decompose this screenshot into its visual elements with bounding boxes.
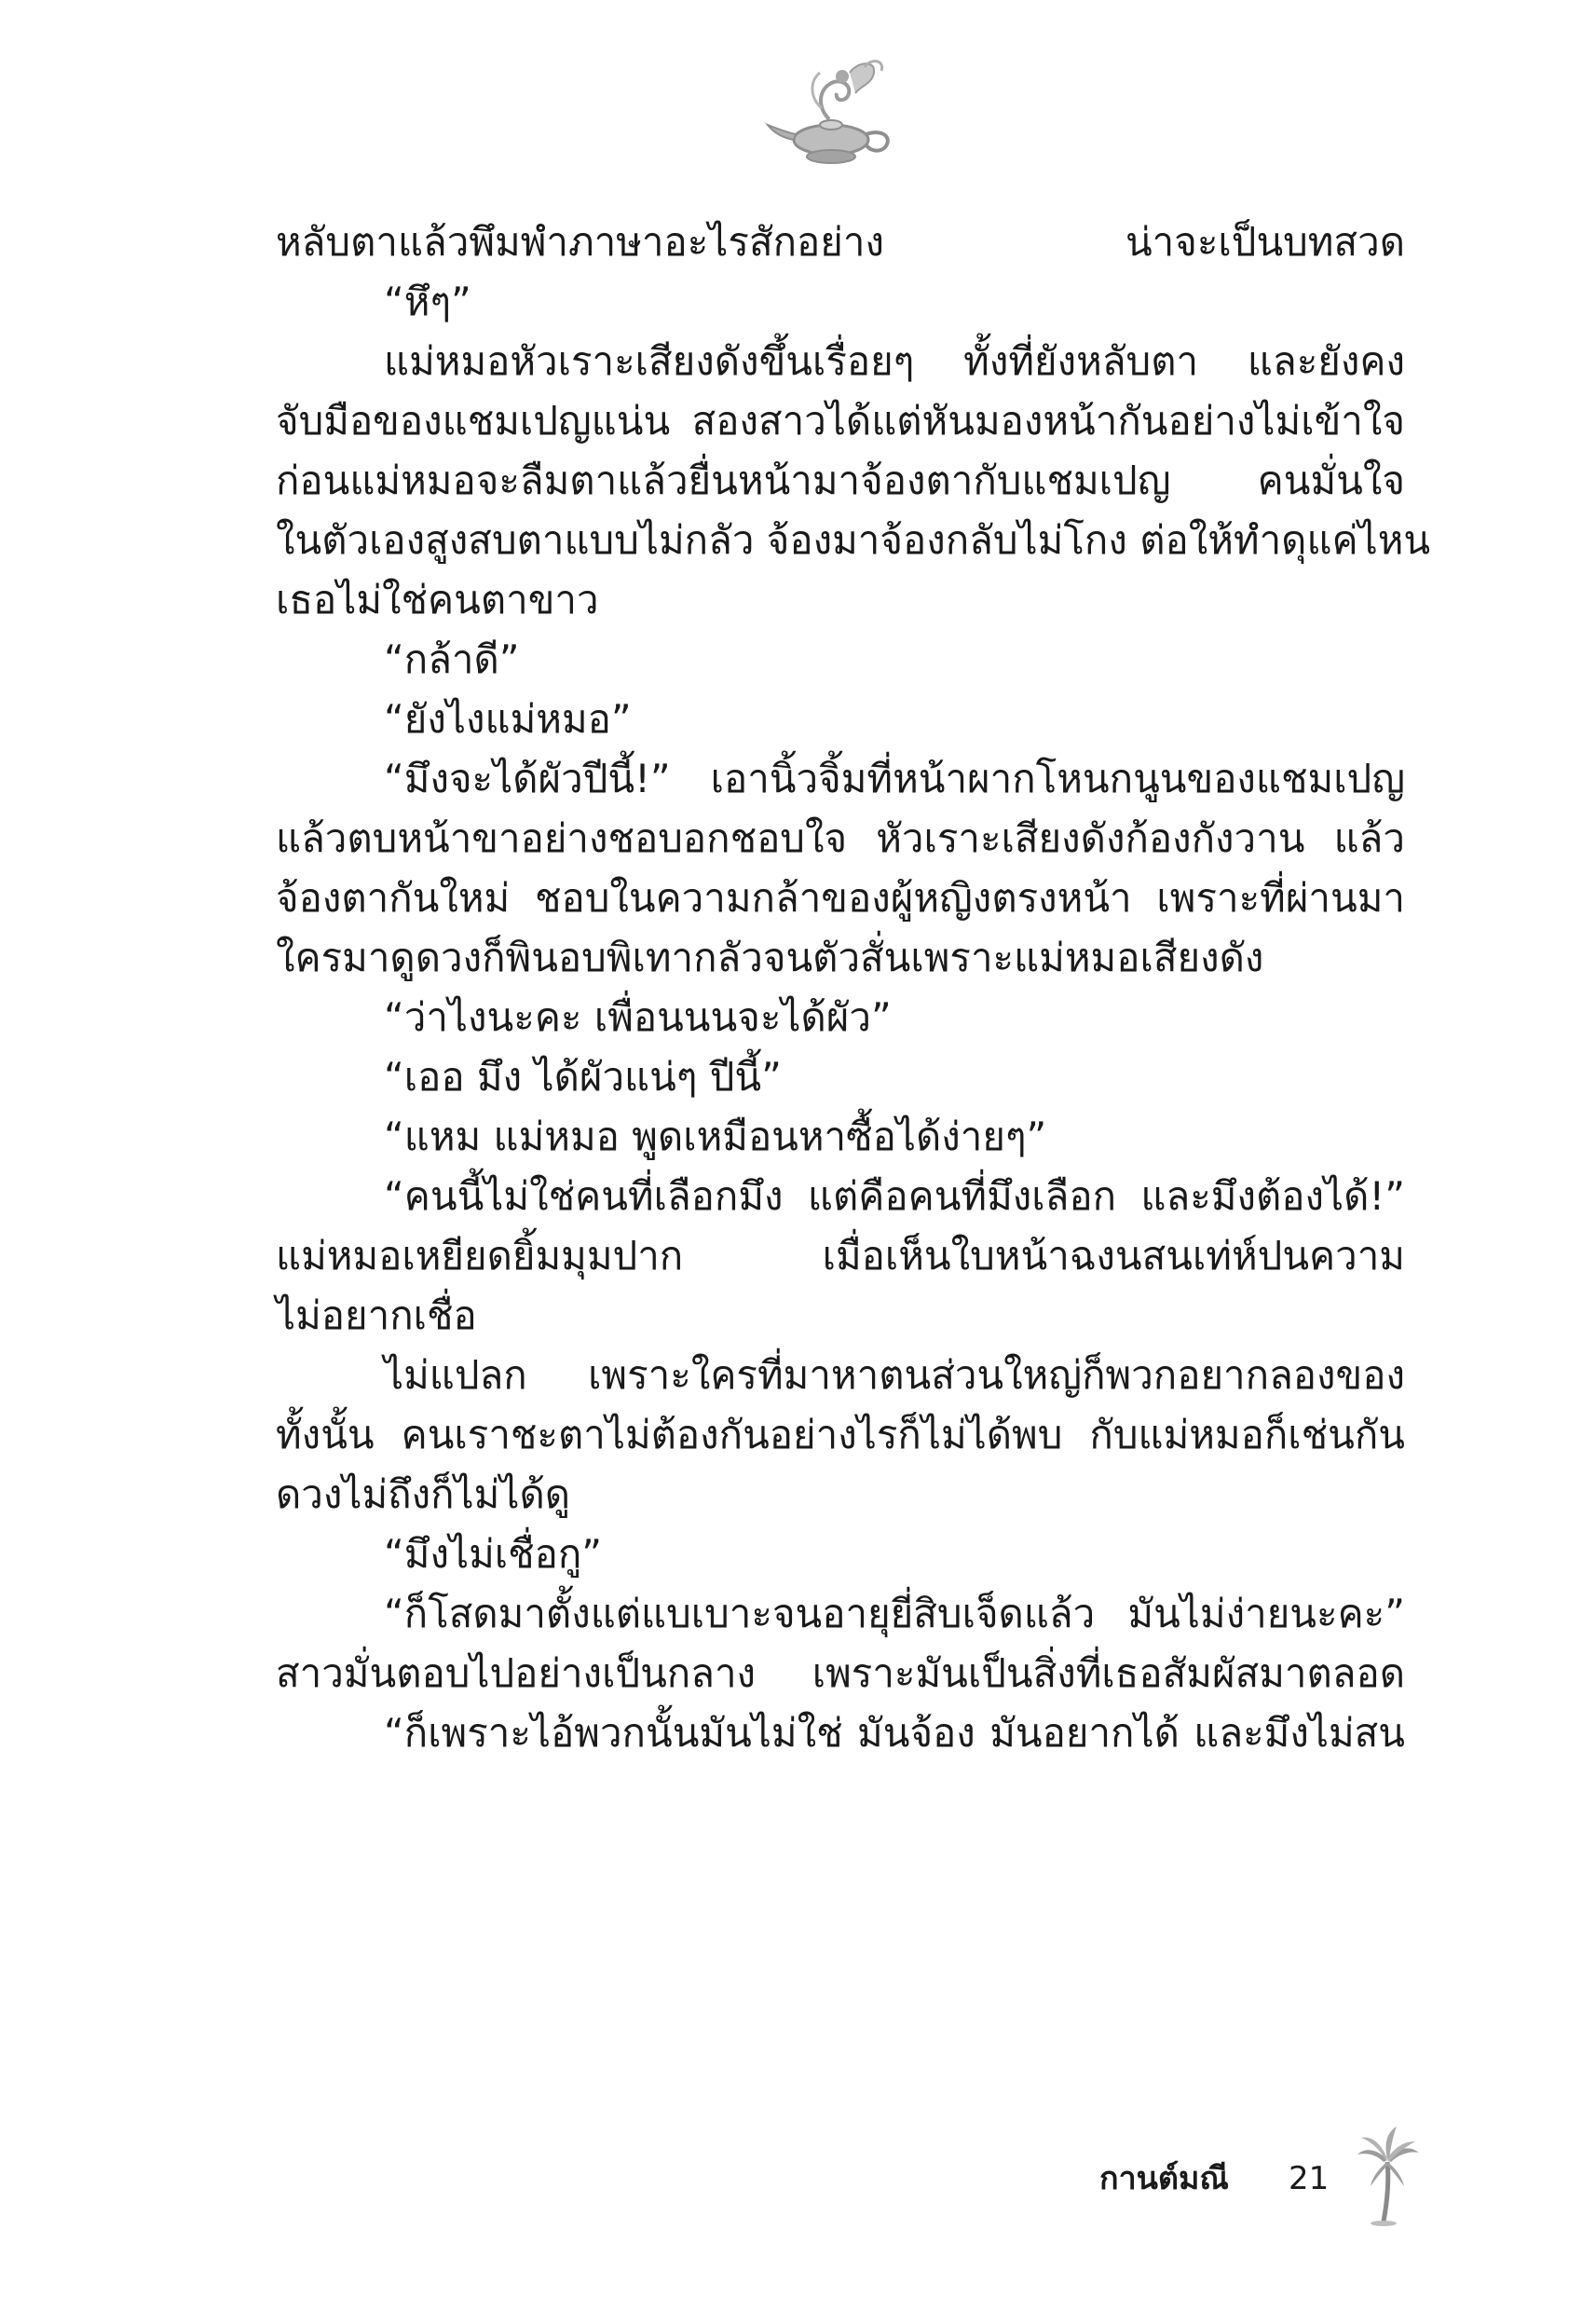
paragraph-line: “มึงจะได้ผัวปีนี้!” เอานิ้วจิ้มที่หน้าผากโหนกนูนของแชมเปญ (384, 756, 1405, 801)
dialogue-line: “หึๆ” (384, 279, 471, 324)
paragraph-line: ไม่อยากเชื่อ (276, 1292, 477, 1338)
paragraph-line: หลับตาแล้วพึมพำภาษาอะไรสักอย่าง น่าจะเป็นบทสวด (276, 219, 1405, 265)
dialogue-line: “ว่าไงนะคะ เพื่อนนนจะได้ผัว” (384, 994, 892, 1040)
paragraph-line: ในตัวเองสูงสบตาแบบไม่กลัว จ้องมาจ้องกลับไม่โกง ต่อให้ทำดุแค่ไหน (276, 517, 1431, 563)
paragraph-line: ใครมาดูดวงก็พินอบพิเทากลัวจนตัวสั่นเพราะแม่หมอเสียงดัง (276, 935, 1264, 980)
paragraph-line: สาวมั่นตอบไปอย่างเป็นกลาง เพราะมันเป็นสิ่งที่เธอสัมผัสมาตลอด (276, 1650, 1405, 1696)
dialogue-line: “กล้าดี” (384, 636, 520, 682)
palm-tree-icon (1356, 2125, 1421, 2227)
paragraph-line: “คนนี้ไม่ใช่คนที่เลือกมึง แต่คือคนที่มึงเลือก และมึงต้องได้!” (384, 1173, 1405, 1219)
paragraph-line: จับมือของแชมเปญแน่น สองสาวได้แต่หันมองหน้ากันอย่างไม่เข้าใจ (276, 398, 1405, 444)
paragraph-line: ไม่แปลก เพราะใครที่มาหาตนส่วนใหญ่ก็พวกอยากลองของ (384, 1352, 1405, 1398)
paragraph-line: แม่หมอเหยียดยิ้มมุมปาก เมื่อเห็นใบหน้าฉงนสนเท่ห์ปนความ (276, 1233, 1405, 1279)
dialogue-line: “มึงไม่เชื่อกู” (384, 1531, 603, 1577)
paragraph-line: แม่หมอหัวเราะเสียงดังขึ้นเรื่อยๆ ทั้งที่ยังหลับตา และยังคง (384, 338, 1405, 384)
paragraph-line: จ้องตากันใหม่ ชอบในความกล้าของผู้หญิงตรงหน้า เพราะที่ผ่านมา (276, 875, 1405, 921)
genie-lamp-icon (764, 54, 904, 175)
dialogue-line: “เออ มึง ได้ผัวแน่ๆ ปีนี้” (384, 1054, 782, 1100)
paragraph-line: เธอไม่ใช่คนตาขาว (276, 577, 599, 622)
dialogue-line: “แหม แม่หมอ พูดเหมือนหาซื้อได้ง่ายๆ” (384, 1114, 1047, 1159)
paragraph-line: “ก็โสดมาตั้งแต่แบเบาะจนอายุยี่สิบเจ็ดแล้ว มันไม่ง่ายนะคะ” (384, 1591, 1405, 1636)
paragraph-line: “ก็เพราะไอ้พวกนั้นมันไม่ใช่ มันจ้อง มันอยากได้ และมึงไม่สน (384, 1710, 1405, 1756)
running-footer-title: กานต์มณี (1099, 2160, 1229, 2197)
paragraph-line: ทั้งนั้น คนเราชะตาไม่ต้องกันอย่างไรก็ไม่ได้พบ กับแม่หมอก็เช่นกัน (276, 1412, 1405, 1457)
dialogue-line: “ยังไงแม่หมอ” (384, 696, 632, 742)
page-number: 21 (1289, 2160, 1330, 2197)
paragraph-line: ก่อนแม่หมอจะลืมตาแล้วยื่นหน้ามาจ้องตากับแชมเปญ คนมั่นใจ (276, 458, 1405, 503)
paragraph-line: แล้วตบหน้าขาอย่างชอบอกชอบใจ หัวเราะเสียงดังก้องกังวาน แล้ว (276, 815, 1405, 861)
paragraph-line: ดวงไม่ถึงก็ไม่ได้ดู (276, 1471, 571, 1517)
